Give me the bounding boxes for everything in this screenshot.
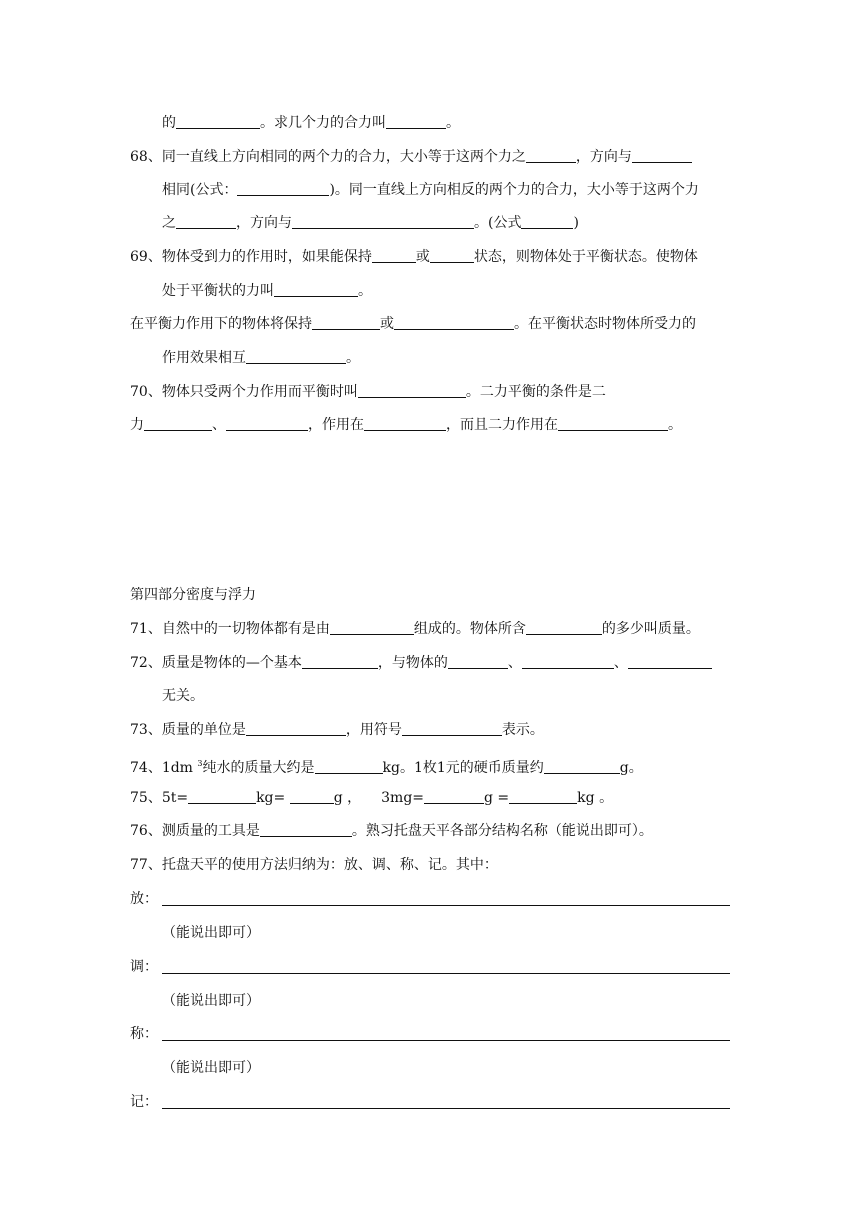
q73-line (130, 720, 544, 740)
blank[interactable] (330, 619, 414, 635)
q69-line-4 (162, 348, 360, 368)
text: 75、5t= (130, 790, 189, 806)
text: 。求几个力的合力叫 (260, 115, 386, 131)
text: ，而且二力作用在 (446, 417, 558, 433)
q77-line: 77、托盘天平的使用方法归纳为：放、调、称、记。其中： (130, 857, 498, 873)
blank[interactable] (302, 653, 378, 669)
text: kg= (256, 790, 286, 806)
answer-line-cheng[interactable] (162, 1040, 730, 1041)
q68-line-3 (162, 213, 579, 233)
answer-line-ji[interactable] (162, 1108, 730, 1109)
text: 相同(公式： (162, 182, 238, 198)
text: 、 (507, 655, 522, 671)
text: 72、质量是物体的—个基本 (130, 655, 302, 671)
blank[interactable] (526, 147, 576, 163)
text: 的 (162, 115, 176, 131)
text: 69、物体受到力的作用时，如果能保持 (130, 249, 372, 265)
blank[interactable] (144, 415, 212, 431)
text: 组成的。物体所含 (413, 621, 526, 637)
text: 力 (130, 417, 144, 433)
answer-line-tiao[interactable] (162, 973, 730, 974)
text: 。(公式 (474, 215, 522, 231)
blank[interactable] (188, 788, 256, 804)
text: 或 (380, 316, 394, 332)
text: 。 (346, 350, 360, 366)
text: )。同一直线上方向相反的两个力的合力，大小等于这两个力 (329, 182, 699, 198)
blank[interactable] (237, 180, 329, 196)
text: 。二力平衡的条件是二 (465, 384, 606, 400)
text: 70、物体只受两个力作用而平衡时叫 (130, 384, 358, 400)
q77-label-fang: 放： (130, 891, 158, 907)
superscript: 3 (197, 759, 203, 768)
blank[interactable] (509, 788, 577, 804)
q77-label-cheng: 称： (130, 1026, 158, 1042)
blank[interactable] (526, 619, 602, 635)
q70-line-2 (130, 415, 682, 435)
blank[interactable] (430, 247, 474, 263)
blank[interactable] (521, 213, 573, 229)
q77-note-fang: （能说出即可） (162, 925, 260, 941)
blank[interactable] (372, 247, 416, 263)
blank[interactable] (402, 720, 502, 736)
text: 74、1dm (130, 760, 193, 776)
q75-line (130, 788, 613, 808)
section-title: 第四部分密度与浮力 (130, 587, 256, 603)
text: 、 (212, 417, 226, 433)
text: 作用效果相互 (162, 350, 246, 366)
blank[interactable] (176, 213, 236, 229)
text: 的多少叫质量。 (601, 621, 700, 637)
text: 之 (162, 215, 176, 231)
text: 。 (446, 115, 460, 131)
blank[interactable] (558, 415, 668, 431)
text: ，用符号 (345, 722, 402, 738)
q77-label-ji: 记： (130, 1094, 158, 1110)
q67-tail-line (162, 113, 460, 133)
text: 。在平衡状态时物体所受力的 (514, 316, 696, 332)
text: ，方向与 (236, 215, 292, 231)
text: 状态，则物体处于平衡状态。使物体 (473, 249, 698, 265)
text: 或 (415, 249, 430, 265)
blank[interactable] (274, 281, 358, 297)
blank[interactable] (424, 788, 484, 804)
text: 在平衡力作用下的物体将保持 (130, 316, 312, 332)
q69-line-3 (130, 314, 696, 334)
text: ，与物体的 (377, 655, 448, 671)
text: ) (573, 215, 579, 231)
blank[interactable] (522, 653, 614, 669)
blank[interactable] (226, 415, 308, 431)
q77-label-tiao: 调： (130, 959, 158, 975)
blank[interactable] (246, 348, 346, 364)
text: 表示。 (501, 722, 544, 738)
text: kg 。 (577, 790, 614, 806)
q68-line-1 (130, 147, 692, 167)
q72-line-1 (130, 653, 712, 673)
text: 68、同一直线上方向相同的两个力的合力，大小等于这两个力之 (130, 149, 526, 165)
text: g。 (619, 760, 643, 776)
text: ，作用在 (308, 417, 364, 433)
q77-note-tiao: （能说出即可） (162, 993, 260, 1009)
blank[interactable] (364, 415, 446, 431)
blank[interactable] (246, 720, 346, 736)
text: 71、自然中的一切物体都有是由 (130, 621, 330, 637)
blank[interactable] (176, 113, 260, 129)
q70-line-1 (130, 382, 606, 402)
text: 。熟习托盘天平各部分结构名称（能说出即可）。 (351, 823, 653, 839)
text: 。 (358, 283, 372, 299)
blank[interactable] (358, 382, 466, 398)
blank[interactable] (260, 821, 352, 837)
q69-line-2 (162, 281, 372, 301)
answer-line-fang[interactable] (162, 905, 730, 906)
blank[interactable] (315, 758, 383, 774)
text: 处于平衡状的力叫 (162, 283, 274, 299)
text: 3mg= (381, 790, 425, 806)
text: g = (484, 790, 510, 806)
blank[interactable] (394, 314, 514, 330)
text: 73、质量的单位是 (130, 722, 246, 738)
q71-line (130, 619, 700, 639)
text: 76、测质量的工具是 (130, 823, 260, 839)
text: 。 (668, 417, 682, 433)
blank[interactable] (292, 213, 474, 229)
text: kg。1枚1元的硬币质量约 (382, 760, 544, 776)
text: 纯水的质量大约是 (202, 760, 315, 776)
blank[interactable] (386, 113, 446, 129)
blank[interactable] (628, 653, 712, 669)
q72-line-2: 无关。 (162, 688, 204, 704)
text: ，方向与 (575, 149, 632, 165)
q76-line (130, 821, 653, 841)
blank[interactable] (544, 758, 620, 774)
blank[interactable] (312, 314, 380, 330)
blank[interactable] (290, 788, 334, 804)
blank[interactable] (448, 653, 508, 669)
q69-line-1 (130, 247, 698, 267)
q68-line-2 (162, 180, 699, 200)
q77-note-cheng: （能说出即可） (162, 1060, 260, 1076)
q74-line (130, 754, 643, 778)
text: 、 (613, 655, 628, 671)
text: g ， (333, 790, 362, 806)
blank[interactable] (632, 147, 692, 163)
